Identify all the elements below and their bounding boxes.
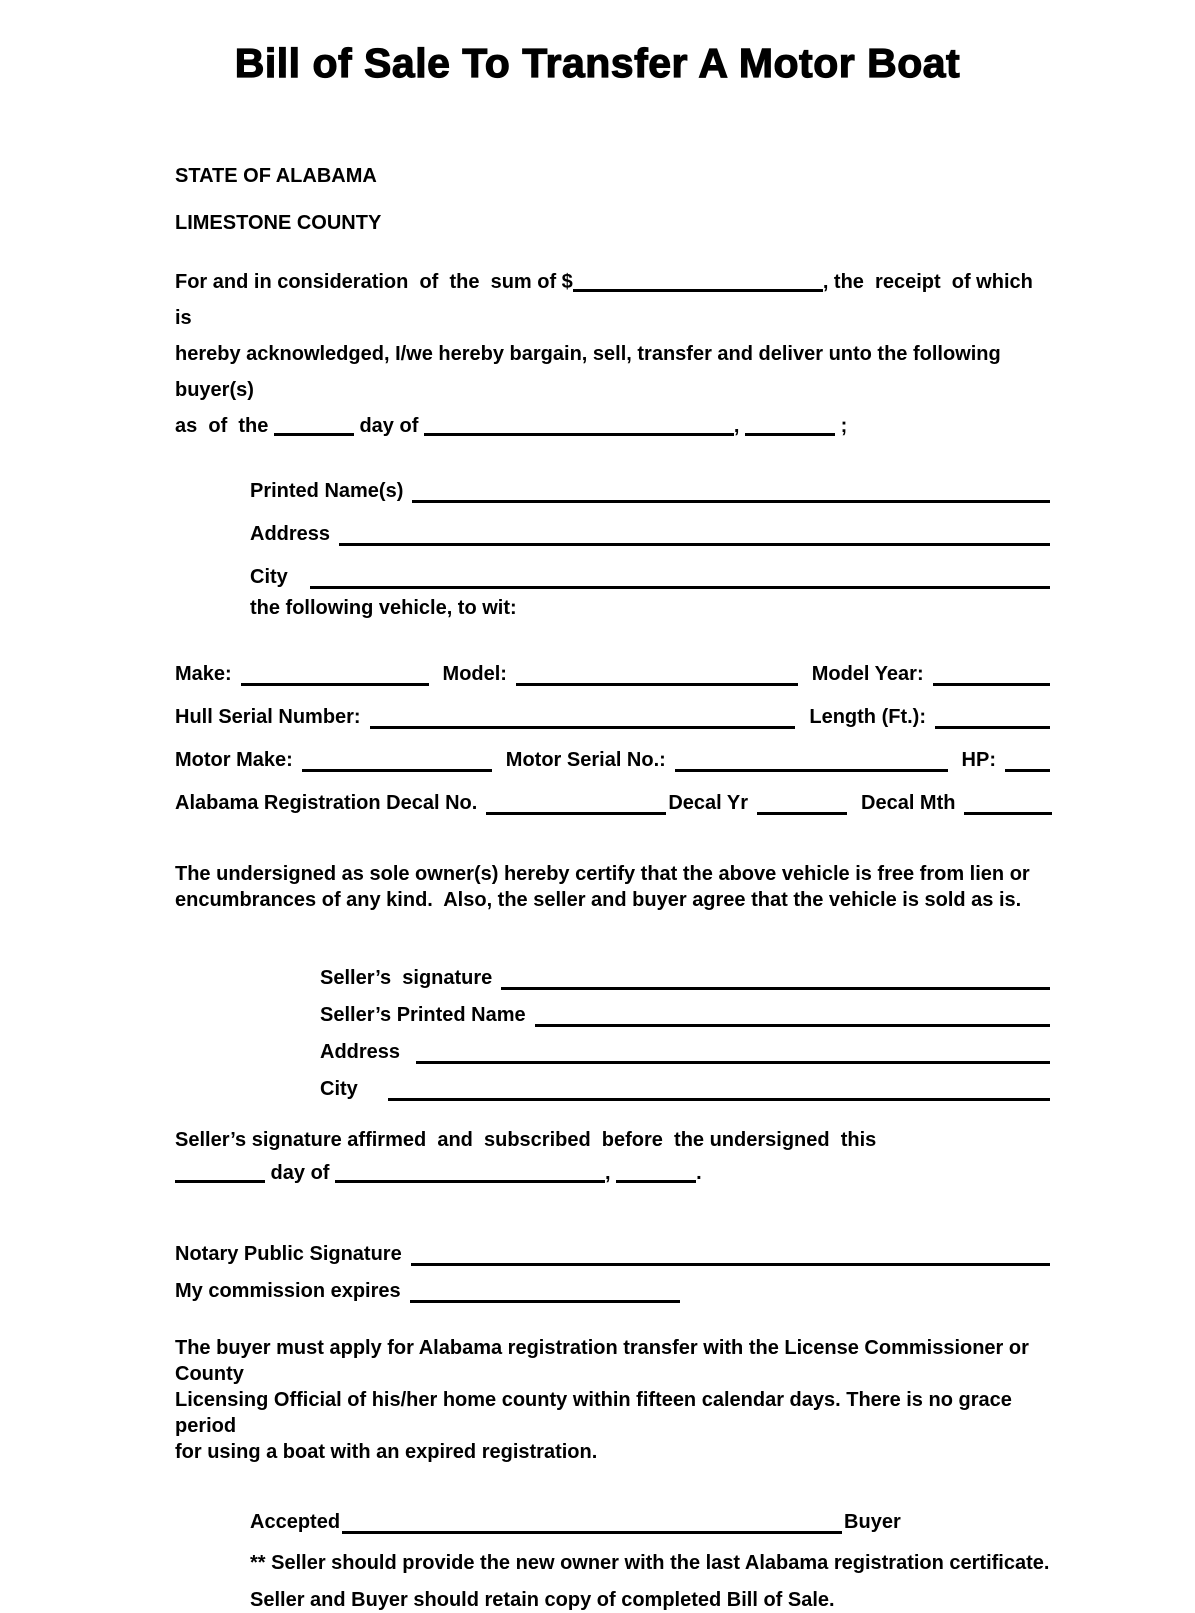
buyer-city-row (250, 546, 1050, 589)
motor-make-blank (302, 766, 492, 772)
make-blank (241, 680, 429, 686)
footnote-line-2: Seller and Buyer should retain copy of completed Bill of Sale. (250, 1589, 835, 1611)
affirmed-line: Seller’s signature affirmed and subscribed before the undersigned this (175, 1129, 877, 1151)
notary-period: . (696, 1162, 702, 1184)
hull-serial-label: Hull Serial Number: (175, 706, 361, 728)
consideration-text-1: For and in consideration of the sum of $ (175, 271, 573, 293)
commission-expires-label: My commission expires (175, 1280, 401, 1302)
hp-label: HP: (961, 749, 996, 771)
motor-row (175, 729, 1050, 772)
buyer-notice-line-2: Licensing Official of his/her home county within fifteen calendar days. There is no grace period (175, 1389, 1018, 1437)
notary-day-blank (175, 1163, 265, 1183)
commission-expires-row (175, 1266, 1050, 1303)
model-year-label: Model Year: (811, 663, 924, 685)
consideration-semicolon: ; (835, 415, 848, 437)
decal-yr-label: Decal Yr (668, 792, 748, 814)
certification-paragraph (175, 861, 1050, 913)
printed-names-blank (412, 497, 1050, 503)
buyer-city-label: City (250, 566, 288, 588)
hp-blank (1005, 766, 1050, 772)
buyer-info-section (250, 460, 1050, 621)
motor-make-label: Motor Make: (175, 749, 293, 771)
seller-city-row (320, 1064, 1050, 1101)
length-label: Length (Ft.): (809, 706, 926, 728)
decal-row (175, 772, 1050, 815)
notary-day-of-label: day of (265, 1162, 336, 1184)
decal-no-blank (486, 809, 666, 815)
buyer-printed-names-row (250, 460, 1050, 503)
notary-signature-row (175, 1223, 1050, 1266)
seller-city-label: City (320, 1078, 358, 1100)
seller-address-blank (416, 1058, 1050, 1064)
notary-signature-blank (411, 1260, 1050, 1266)
county-line: LIMESTONE COUNTY (175, 212, 382, 234)
notary-year-blank (616, 1163, 696, 1183)
decal-yr-blank (757, 809, 847, 815)
seller-printed-name-label: Seller’s Printed Name (320, 1004, 526, 1026)
sale-day-blank (274, 416, 354, 436)
certification-line-2: encumbrances of any kind. Also, the seller and buyer agree that the vehicle is sold as is. (175, 889, 1022, 911)
form-title: Bill of Sale To Transfer A Motor Boat (234, 40, 961, 86)
model-blank (516, 680, 798, 686)
seller-address-label: Address (320, 1041, 401, 1063)
notary-date-line (175, 1153, 1050, 1193)
consideration-paragraph (175, 264, 1050, 444)
printed-names-label: Printed Name(s) (250, 480, 404, 502)
buyer-notice-line-3: for using a boat with an expired registration. (175, 1441, 598, 1463)
seller-printed-name-blank (535, 1021, 1050, 1027)
buyer-address-blank (339, 540, 1050, 546)
seller-printed-name-row (320, 990, 1050, 1027)
footnote-line-1: ** Seller should provide the new owner with the last Alabama registration certificate. (250, 1552, 1050, 1574)
buyer-address-label: Address (250, 523, 331, 545)
state-line: STATE OF ALABAMA (175, 165, 377, 187)
motor-serial-blank (675, 766, 948, 772)
model-year-blank (933, 680, 1050, 686)
buyer-address-row (250, 503, 1050, 546)
length-blank (935, 723, 1050, 729)
buyer-label: Buyer (844, 1511, 901, 1533)
vehicle-intro-line: the following vehicle, to wit: (250, 597, 517, 619)
decal-no-label: Alabama Registration Decal No. (175, 792, 478, 814)
hull-length-row (175, 686, 1050, 729)
commission-expires-blank (410, 1297, 680, 1303)
certification-line-1: The undersigned as sole owner(s) hereby certify that the above vehicle is free from lien or (175, 863, 1030, 885)
buyer-notice-paragraph (175, 1335, 1050, 1465)
seller-signature-blank (501, 984, 1050, 990)
notary-month-blank (335, 1163, 605, 1183)
notary-signature-label: Notary Public Signature (175, 1243, 402, 1265)
buyer-city-blank (310, 583, 1050, 589)
consideration-text-5: day of (353, 415, 424, 437)
seller-signature-row (320, 953, 1050, 990)
notary-comma: , (605, 1162, 611, 1184)
seller-city-blank (388, 1095, 1050, 1101)
seller-signature-label: Seller’s signature (320, 967, 493, 989)
consideration-text-4: as of the (175, 415, 274, 437)
accepted-blank (342, 1528, 842, 1534)
seller-address-row (320, 1027, 1050, 1064)
consideration-comma: , (733, 415, 740, 437)
sum-blank (573, 272, 823, 292)
make-label: Make: (175, 663, 232, 685)
hull-serial-blank (370, 723, 796, 729)
consideration-text-2: , the receipt of which is (175, 271, 1039, 329)
decal-mth-label: Decal Mth (861, 792, 956, 814)
sale-year-blank (745, 416, 835, 436)
vehicle-details-section (175, 643, 1050, 815)
model-label: Model: (442, 663, 507, 685)
acceptance-row (250, 1491, 1050, 1534)
accepted-label: Accepted (250, 1511, 341, 1533)
motor-serial-label: Motor Serial No.: (505, 749, 666, 771)
consideration-text-3: hereby acknowledged, I/we hereby bargain, sell, transfer and deliver unto the following buyer(s) (175, 343, 1012, 401)
sale-month-blank (424, 416, 734, 436)
decal-mth-blank (964, 809, 1052, 815)
buyer-notice-line-1: The buyer must apply for Alabama registration transfer with the License Commissioner or County (175, 1337, 1035, 1385)
make-model-year-row (175, 643, 1050, 686)
seller-info-section (320, 953, 1050, 1101)
